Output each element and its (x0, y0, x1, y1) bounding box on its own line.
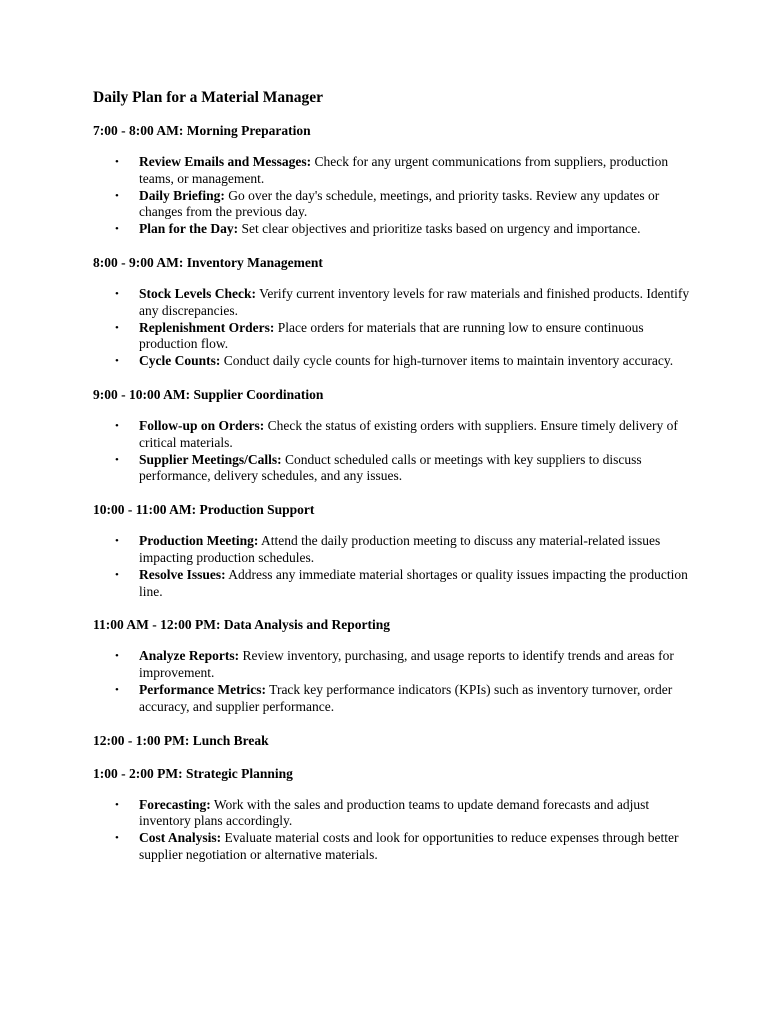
task-list (93, 797, 693, 864)
task-description: Work with the sales and production teams to update demand forecasts and adjust inventory plans accordingly. (139, 796, 650, 829)
task-list-item (93, 353, 693, 370)
task-list (93, 154, 693, 238)
schedule-section (93, 616, 693, 715)
document-page (93, 88, 693, 880)
bullet-icon: • (115, 568, 119, 581)
bullet-icon: • (115, 650, 119, 663)
schedule-section (93, 732, 693, 749)
task-description: Set clear objectives and prioritize tasks based on urgency and importance. (238, 221, 641, 237)
task-list-item (93, 286, 693, 320)
bullet-icon: • (115, 419, 119, 432)
schedule-section (93, 501, 693, 600)
bullet-icon: • (115, 798, 119, 811)
task-label: Review Emails and Messages: (139, 154, 312, 169)
section-heading: 8:00 - 9:00 AM: Inventory Management (93, 254, 323, 270)
schedule-sections (93, 122, 693, 864)
bullet-icon: • (115, 156, 119, 168)
task-description: Track key performance indicators (KPIs) such as inventory turnover, order accuracy, and supplier performance. (139, 681, 673, 714)
task-list-item (93, 830, 693, 864)
task-list (93, 286, 693, 370)
bullet-icon: • (115, 355, 119, 368)
task-label: Resolve Issues: (139, 566, 226, 582)
task-list-item (93, 188, 693, 222)
bullet-icon: • (115, 287, 119, 300)
task-label: Performance Metrics: (139, 681, 267, 697)
bullet-icon: • (115, 535, 119, 548)
task-list-item (93, 418, 693, 452)
task-list-item (93, 682, 693, 716)
task-list-item (93, 320, 693, 354)
task-label: Stock Levels Check: (139, 285, 256, 301)
bullet-icon: • (115, 832, 119, 845)
schedule-section (93, 122, 693, 238)
task-list-item (93, 452, 693, 486)
task-list-item (93, 567, 693, 601)
schedule-section (93, 386, 693, 485)
bullet-icon: • (115, 683, 119, 696)
schedule-section (93, 765, 693, 864)
document-title: Daily Plan for a Material Manager (93, 89, 324, 106)
section-heading: 9:00 - 10:00 AM: Supplier Coordination (93, 386, 324, 402)
task-description: Evaluate material costs and look for opportunities to reduce expenses through better supplier negotiation or alternative materials. (139, 830, 679, 862)
section-heading: 10:00 - 11:00 AM: Production Support (93, 502, 315, 518)
task-list-item (93, 221, 693, 238)
task-description: Review inventory, purchasing, and usage reports to identify trends and areas for improvement. (139, 648, 674, 681)
schedule-section (93, 254, 693, 370)
task-label: Replenishment Orders: (139, 319, 275, 335)
section-heading: 7:00 - 8:00 AM: Morning Preparation (93, 123, 311, 138)
section-heading: 12:00 - 1:00 PM: Lunch Break (93, 732, 269, 748)
task-list (93, 533, 693, 600)
task-list-item (93, 648, 693, 682)
task-label: Production Meeting: (139, 533, 259, 549)
task-description: Place orders for materials that are running low to ensure continuous production flow. (139, 319, 644, 352)
task-list-item (93, 797, 693, 831)
section-heading: 1:00 - 2:00 PM: Strategic Planning (93, 765, 293, 781)
bullet-icon: • (115, 453, 119, 466)
bullet-icon: • (115, 321, 119, 334)
task-list (93, 648, 693, 715)
bullet-icon: • (115, 223, 119, 236)
task-list-item (93, 533, 693, 567)
task-label: Cycle Counts: (139, 353, 221, 369)
task-description: Attend the daily production meeting to discuss any material-related issues impacting production schedules. (139, 533, 661, 565)
task-description: Verify current inventory levels for raw materials and finished products. Identify any discrepancies. (139, 285, 690, 318)
task-label: Analyze Reports: (139, 648, 240, 664)
task-label: Plan for the Day: (139, 221, 239, 237)
task-description: Go over the day's schedule, meetings, and priority tasks. Review any updates or changes from the previous day. (139, 187, 660, 220)
task-label: Supplier Meetings/Calls: (139, 451, 282, 467)
task-list-item (93, 154, 693, 188)
task-description: Conduct scheduled calls or meetings with key suppliers to discuss performance, delivery schedules, and any issues. (139, 451, 642, 484)
task-label: Cost Analysis: (139, 830, 222, 846)
task-list (93, 418, 693, 485)
task-description: Conduct daily cycle counts for high-turnover items to maintain inventory accuracy. (220, 353, 674, 369)
task-label: Forecasting: (139, 796, 211, 812)
task-description: Address any immediate material shortages or quality issues impacting the production line. (139, 566, 688, 599)
task-label: Follow-up on Orders: (139, 417, 265, 433)
task-description: Check for any urgent communications from suppliers, production teams, or management. (139, 154, 669, 186)
section-heading: 11:00 AM - 12:00 PM: Data Analysis and Reporting (93, 617, 390, 633)
task-description: Check the status of existing orders with suppliers. Ensure timely delivery of critical materials. (139, 417, 678, 450)
bullet-icon: • (115, 189, 119, 202)
task-label: Daily Briefing: (139, 187, 225, 203)
